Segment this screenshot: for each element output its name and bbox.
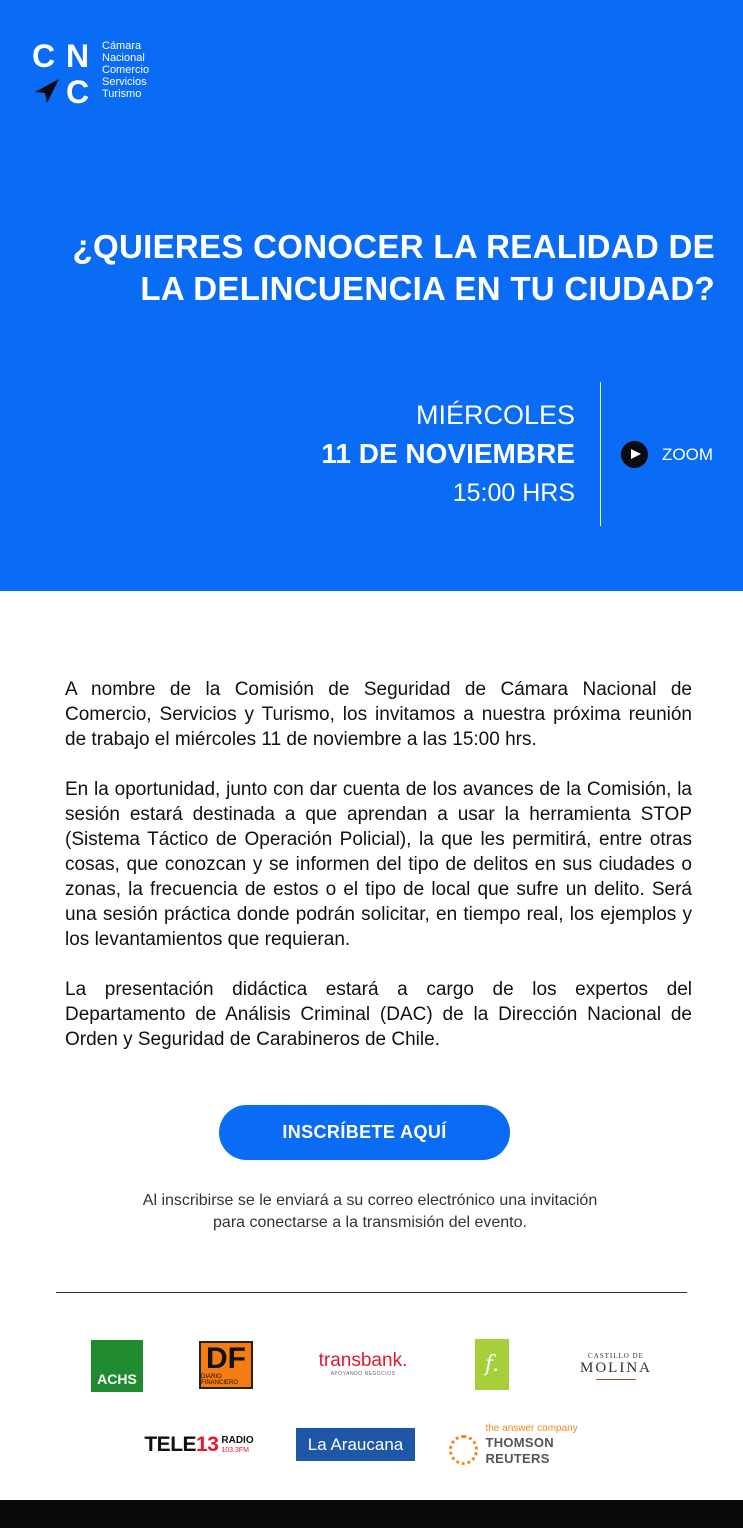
sponsor-achs-logo[interactable]: ACHS <box>91 1340 143 1392</box>
df-logo-subtitle: DIARIO FINANCIERO <box>201 1374 239 1386</box>
footer-bar <box>0 1500 743 1528</box>
sponsor-castillo-de-molina-logo[interactable] <box>562 1346 670 1386</box>
vertical-divider <box>600 382 601 526</box>
registration-note <box>90 1190 650 1234</box>
body-paragraph: La presentación didáctica estará a cargo de los expertos del Departamento de Análisis Criminal (DAC) de la Dirección Nacional de Orden y Seguridad de Carabineros de Chile. <box>65 979 692 1050</box>
tele13-radio-label <box>221 1436 253 1455</box>
tele-number: 13 <box>196 1433 219 1456</box>
cnc-logo[interactable] <box>32 40 172 110</box>
zoom-label: ZOOM <box>662 444 713 464</box>
headline-line: LA DELINCUENCIA EN TU CIUDAD? <box>140 270 715 307</box>
transbank-logo-subtitle: APOYANDO NEGOCIOS <box>330 1371 396 1377</box>
tele13-logo-text <box>144 1433 218 1457</box>
cnc-logo-mark <box>32 40 102 110</box>
sponsor-la-araucana-logo[interactable]: La Araucana <box>296 1428 415 1461</box>
radio-frequency: 103.3FM <box>221 1446 250 1454</box>
logo-line: Nacional <box>102 52 145 64</box>
logo-letter-n: N <box>66 38 90 74</box>
zoom-platform <box>621 441 713 468</box>
df-logo-text: DF <box>206 1342 246 1375</box>
event-weekday: MIÉRCOLES <box>415 400 575 430</box>
event-date-block <box>321 396 575 512</box>
molina-logo-underline <box>596 1379 636 1380</box>
reuters-wordmark <box>485 1423 619 1467</box>
register-button[interactable]: INSCRÍBETE AQUÍ <box>219 1105 510 1160</box>
invitation-body <box>65 677 692 1077</box>
headline-line: ¿QUIERES CONOCER LA REALIDAD DE <box>72 228 715 265</box>
body-paragraph: A nombre de la Comisión de Seguridad de Cámara Nacional de Comercio, Servicios y Turismo, los invitamos a nuestra próxima reunión de trabajo el miércoles 11 de noviembre a las 15:00 hrs. <box>65 679 692 750</box>
sponsor-falabella-logo[interactable]: f. <box>475 1339 509 1390</box>
logo-line: Comercio <box>102 64 150 76</box>
sponsor-tele13-radio-logo[interactable] <box>144 1430 254 1460</box>
molina-logo-main: MOLINA <box>580 1360 652 1376</box>
logo-line: Turismo <box>102 88 142 100</box>
logo-line: Servicios <box>102 76 147 88</box>
transbank-logo-text: transbank. <box>318 1350 408 1371</box>
logo-letter-c: C <box>32 38 56 74</box>
logo-wordmark <box>102 40 149 100</box>
note-line: Al inscribirse se le enviará a su correo electrónico una invitación <box>142 1192 598 1209</box>
body-paragraph: En la oportunidad, junto con dar cuenta de los avances de la Comisión, la sesión estará destinada a que aprendan a usar la herramienta STOP (Sistema Táctico de Operación Policial), la que les permitirá, entre otras cosas, que conozcan y se informen del tipo de delitos en sus ciudades o zonas, la frecuencia de estos o el tipo de local que sufre un delito. Será una sesión práctica donde podrán solicitar, en tiempo real, los ejemplos y los levantamientos que requieran. <box>65 779 692 950</box>
horizontal-divider <box>56 1292 687 1293</box>
molina-logo-top: CASTILLO DE <box>588 1352 644 1360</box>
headline <box>35 226 715 310</box>
play-icon <box>621 441 648 468</box>
sponsor-transbank-logo[interactable] <box>302 1348 424 1380</box>
logo-letter-c: C <box>66 74 90 110</box>
sponsor-df-logo[interactable] <box>199 1341 253 1389</box>
navigation-arrow-icon <box>32 76 62 106</box>
event-date: 11 DE NOVIEMBRE <box>321 438 575 469</box>
reuters-tagline: the answer company <box>485 1423 578 1434</box>
note-line: para conectarse a la transmisión del evento. <box>213 1214 527 1231</box>
hero-banner <box>0 0 743 591</box>
tele-text: TELE <box>144 1433 197 1456</box>
radio-text: RADIO <box>221 1434 254 1446</box>
event-time: 15:00 HRS <box>452 479 575 507</box>
sponsor-thomson-reuters-logo[interactable] <box>449 1424 619 1466</box>
reuters-name: THOMSON REUTERS <box>485 1435 554 1466</box>
logo-line: Cámara <box>102 40 142 52</box>
reuters-dot-icon <box>449 1435 478 1465</box>
